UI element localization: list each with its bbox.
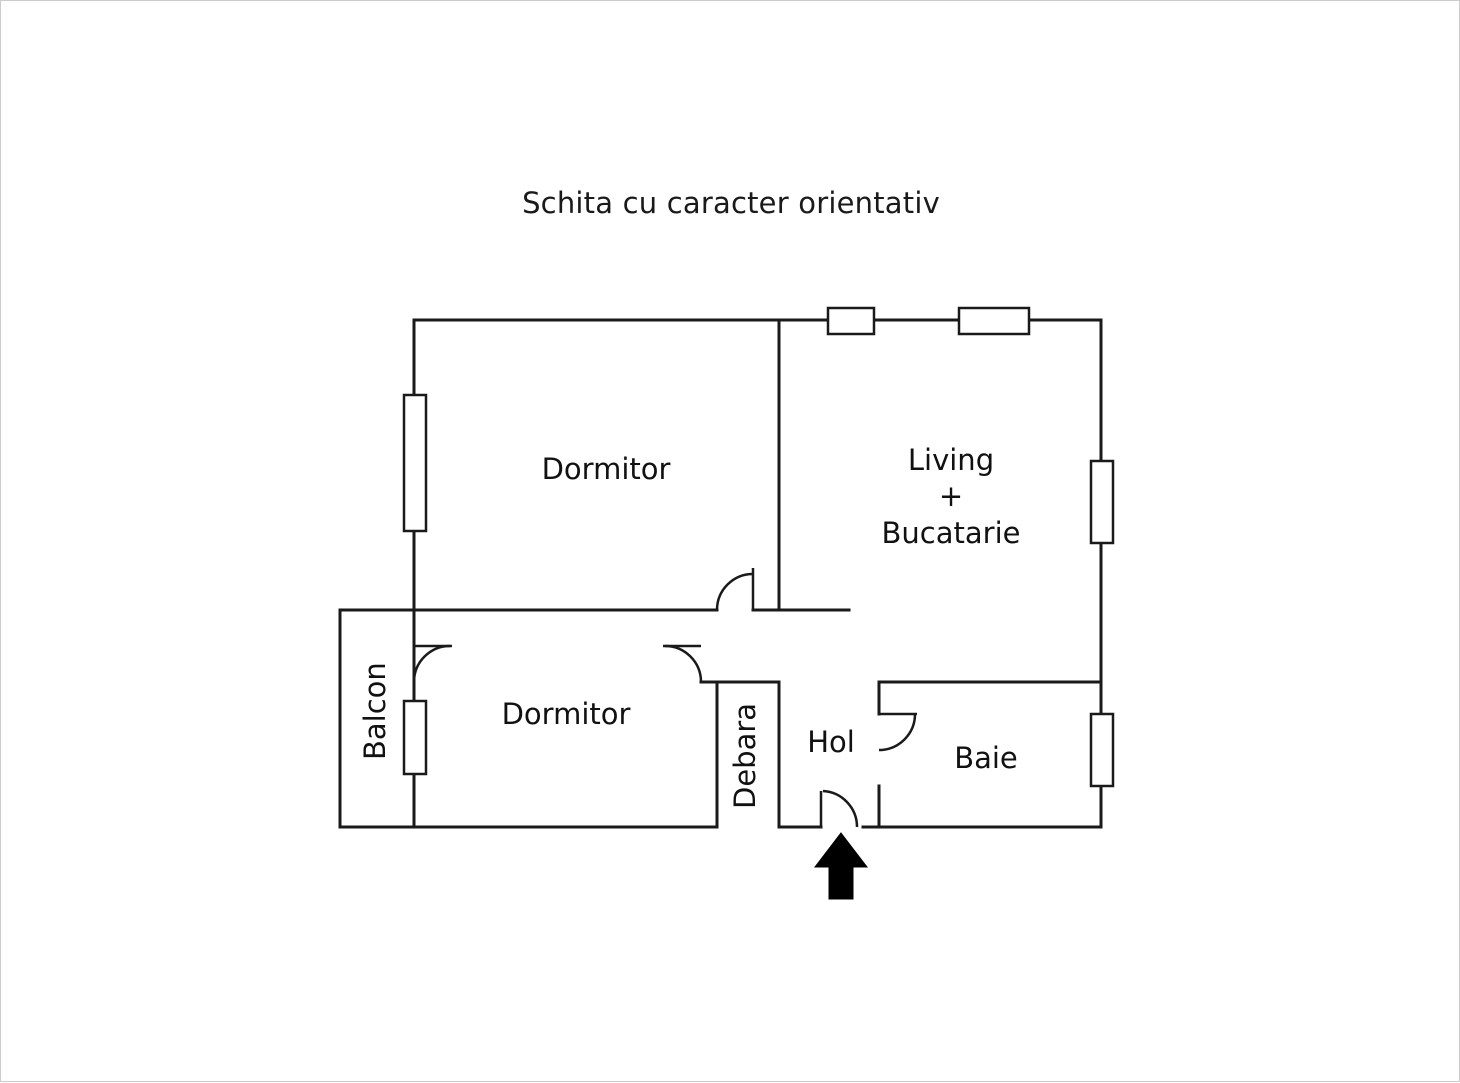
entrance-arrow [815,833,867,899]
window-right-baie [1091,714,1113,786]
room-label-balcon: Balcon [358,662,392,760]
window-top-right [959,308,1029,334]
room-label-living-plus: + [938,479,964,514]
room-label-dormitor-2: Dormitor [501,697,631,731]
room-label-dormitor-1: Dormitor [541,452,671,486]
window-top-left [828,308,874,334]
room-label-living [791,442,1111,551]
room-label-debara: Debara [728,702,762,810]
room-label-baie: Baie [954,741,1018,775]
door-balcon [414,646,452,682]
room-label-living-line3: Bucatarie [881,515,1021,550]
door-entrance [821,791,857,827]
door-dormitor1 [717,568,753,610]
door-dormitor2-hall [663,646,701,682]
page-title: Schita cu caracter orientativ [522,186,940,220]
room-label-hol: Hol [807,725,855,759]
window-left-dormitor1 [404,395,426,531]
room-label-living-line1: Living [907,443,995,477]
floorplan-drawing [1,1,1460,1083]
